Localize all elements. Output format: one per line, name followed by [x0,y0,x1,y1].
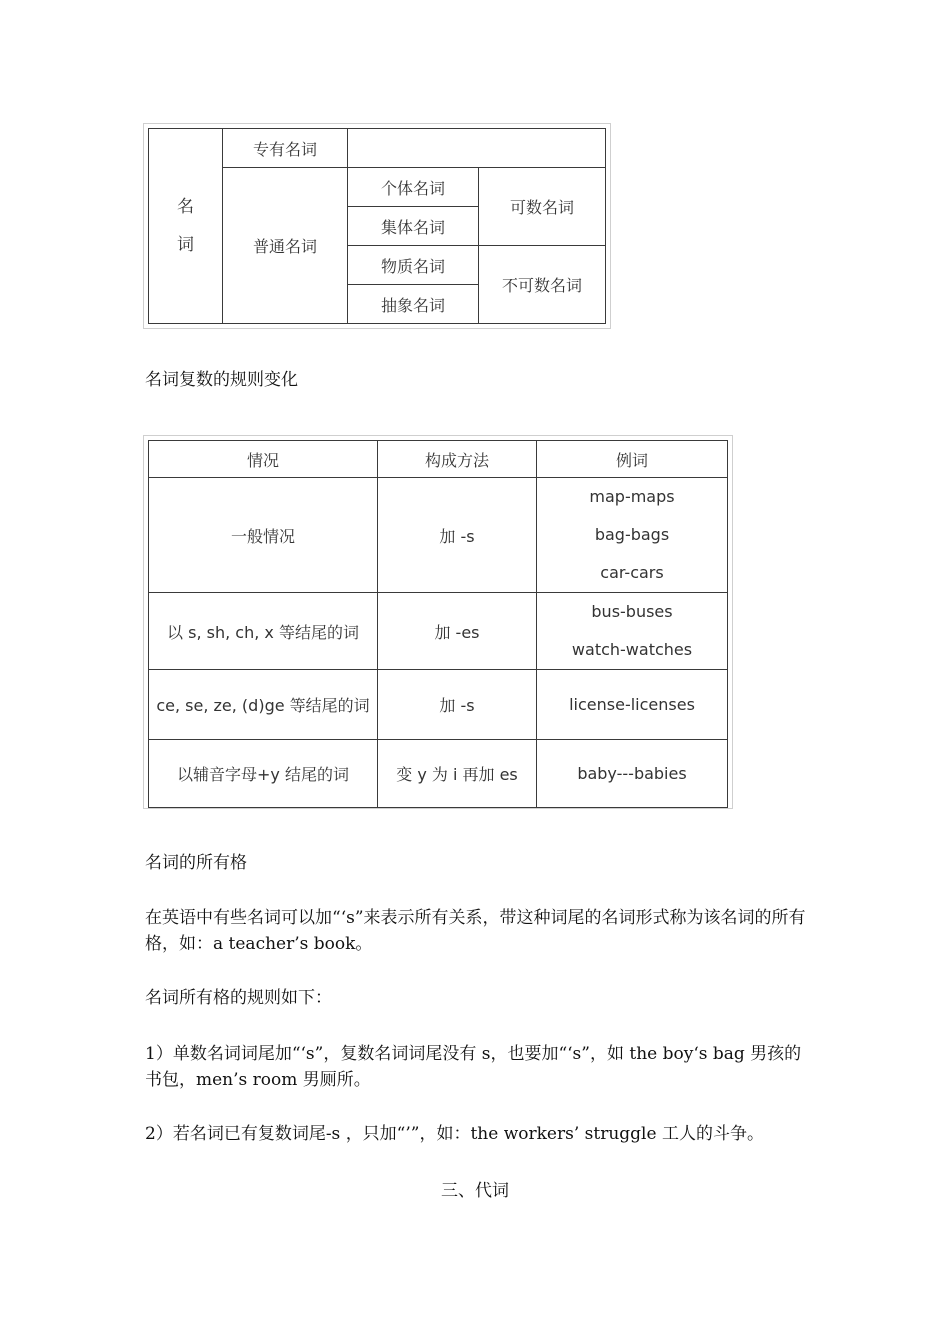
table-row [149,593,728,670]
table-row [149,740,728,808]
method-cell: 加 -s [378,478,537,593]
table-row [149,670,728,740]
plural-rules-figure [143,435,733,809]
case-cell: 以 s, sh, ch, x 等结尾的词 [149,593,378,670]
header-examples: 例词 [537,441,728,478]
empty-cell [348,129,606,168]
possessive-rules-heading: 名词所有格的规则如下： [145,988,332,1008]
header-method: 构成方法 [378,441,537,478]
case-cell: 以辅音字母+y 结尾的词 [149,740,378,808]
example-word: car-cars [600,563,664,582]
example-word: map-maps [589,487,675,506]
plural-rules-table [148,440,728,808]
common-noun-cell: 普通名词 [223,168,348,324]
root-cell [149,129,223,324]
method-cell: 变 y 为 i 再加 es [378,740,537,808]
proper-noun-cell: 专有名词 [223,129,348,168]
material-noun-cell: 物质名词 [348,246,479,285]
examples-cell [537,740,728,808]
example-word: baby---babies [577,764,687,783]
section-heading: 三、代词 [441,1181,509,1201]
noun-classification-table [148,128,606,324]
countable-noun-cell: 可数名词 [479,168,606,246]
individual-noun-cell: 个体名词 [348,168,479,207]
rule-1-paragraph: 1）单数名词词尾加“‘s”，复数名词词尾没有 s，也要加“‘s”，如 the boy‘s bag 男孩的书包，men’s room 男厕所。 [145,1044,802,1090]
case-cell: 一般情况 [149,478,378,593]
possessive-intro-paragraph: 在英语中有些名词可以加“‘s”来表示所有关系，带这种词尾的名词形式称为该名词的所有格，如：a teacher’s book。 [145,908,806,954]
possessive-heading: 名词的所有格 [145,853,247,873]
table-header-row [149,441,728,478]
examples-cell [537,593,728,670]
table-row [149,478,728,593]
header-case: 情况 [149,441,378,478]
example-word: watch-watches [571,640,693,659]
uncountable-noun-cell: 不可数名词 [479,246,606,324]
examples-cell [537,670,728,740]
examples-cell [537,478,728,593]
case-cell: ce, se, ze, (d)ge 等结尾的词 [149,670,378,740]
plural-heading: 名词复数的规则变化 [145,370,298,390]
method-cell: 加 -s [378,670,537,740]
root-char-1: 名 [177,197,194,217]
noun-classification-figure [143,123,611,329]
example-word: bus-buses [591,602,673,621]
example-word: license-licenses [569,695,695,714]
method-cell: 加 -es [378,593,537,670]
root-char-2: 词 [177,235,194,255]
rule-2-paragraph: 2）若名词已有复数词尾-s ，只加“’”，如：the workers’ struggle 工人的斗争。 [145,1124,764,1144]
abstract-noun-cell: 抽象名词 [348,285,479,324]
example-word: bag-bags [594,525,670,544]
collective-noun-cell: 集体名词 [348,207,479,246]
